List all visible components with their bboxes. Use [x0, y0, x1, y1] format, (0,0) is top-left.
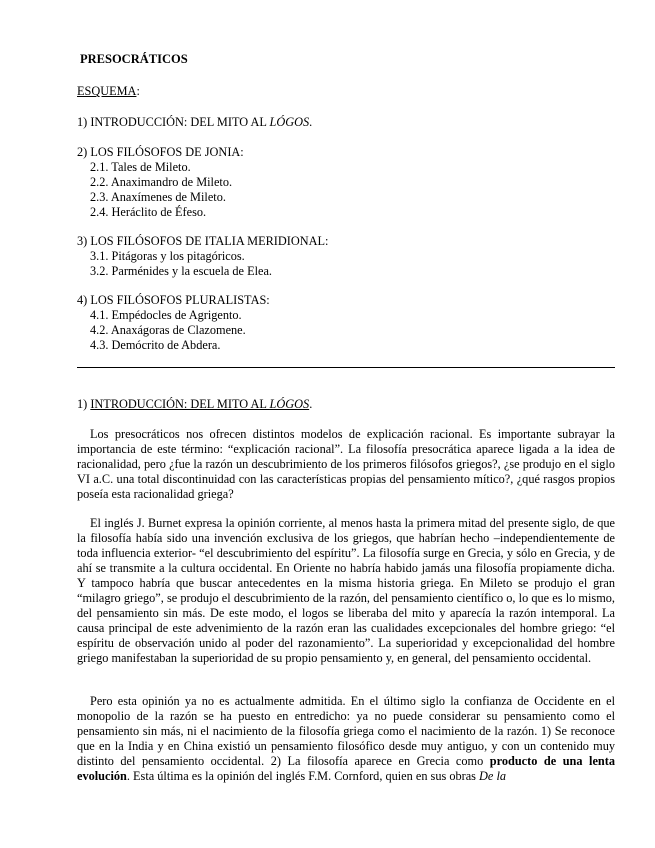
document-title: PRESOCRÁTICOS [80, 52, 188, 66]
body-paragraph: Los presocráticos nos ofrecen distintos modelos de explicación racional. Es importante subrayar la importancia de este término: “explicación racional”. La filosofía presocrática aparece ligada a la idea de racionalidad, pero ¿fue la razón un descubrimiento de los primeros filósofos griegos?, ¿se produjo en el siglo VI a.C. una total discontinuidad con las características propias del pensamiento mítico?, ¿qué rasgos propios poseía esta racionalidad griega? [77, 427, 615, 501]
outline-section-1: 1) INTRODUCCIÓN: DEL MITO AL LÓGOS. [77, 115, 313, 129]
outline-item: 3.1. Pitágoras y los pitagóricos. [90, 249, 245, 263]
esquema-label: ESQUEMA [77, 84, 137, 98]
horizontal-rule [77, 367, 615, 368]
outline-item: 2.1. Tales de Mileto. [90, 160, 191, 174]
body-paragraph: El inglés J. Burnet expresa la opinión corriente, al menos hasta la primera mitad del presente siglo, de que la filosofía había sido una invención exclusiva de los griegos, que habrían hecho –independientemente de toda influencia exterior- “el descubrimiento del espíritu”. La filosofía surge en Grecia, y sólo en Grecia, y de ahí se transmite a la cultura occidental. En Oriente no habría habido jamás una filosofía propiamente dicha. Y tampoco habría que buscar antecedentes en la misma historia griega. En Mileto se produjo el gran “milagro griego”, se produjo el descubrimiento de la razón, del pensamiento científico o, lo que es lo mismo, del pensamiento sin más. De este modo, el logos se liberaba del mito y aparecía la razón intemporal. La causa principal de este advenimiento de la razón eran las cualidades excepcionales del hombre griego: “el espíritu de observación unido al poder del razonamiento”. La superioridad y excepcionalidad del hombre griego manifestaban la superioridad de su propio pensamiento y, en general, del pensamiento occidental. [77, 516, 615, 665]
outline-item: 4.2. Anaxágoras de Clazomene. [90, 323, 246, 337]
outline-section-3: 3) LOS FILÓSOFOS DE ITALIA MERIDIONAL: [77, 234, 329, 248]
outline-item: 2.3. Anaxímenes de Mileto. [90, 190, 226, 204]
body-paragraph: Pero esta opinión ya no es actualmente admitida. En el último siglo la confianza de Occidente en el monopolio de la razón se ha puesto en entredicho: ya no puede considerar su pensamiento como el pensamiento sin más, ni el nacimiento de la filosofía griega como el nacimiento de la razón. 1) Se reconoce que en la India y en China existió un pensamiento filosófico desde muy antiguo, y con un contenido muy distinto del pensamiento occidental. 2) La filosofía aparece en Grecia como producto de una lenta evolución. Esta última es la opinión del inglés F.M. Cornford, quien en sus obras De la [77, 694, 616, 783]
outline-heading: ESQUEMA: [77, 84, 140, 98]
outline-item: 2.2. Anaximandro de Mileto. [90, 175, 233, 189]
outline-item: 4.1. Empédocles de Agrigento. [90, 308, 242, 322]
outline-section-2: 2) LOS FILÓSOFOS DE JONIA: [77, 145, 244, 159]
outline-item: 3.2. Parménides y la escuela de Elea. [90, 264, 272, 278]
section-heading: 1) INTRODUCCIÓN: DEL MITO AL LÓGOS. [77, 397, 313, 411]
outline-item: 4.3. Demócrito de Abdera. [90, 338, 221, 352]
outline-section-4: 4) LOS FILÓSOFOS PLURALISTAS: [77, 293, 270, 307]
outline-item: 2.4. Heráclito de Éfeso. [90, 205, 207, 219]
